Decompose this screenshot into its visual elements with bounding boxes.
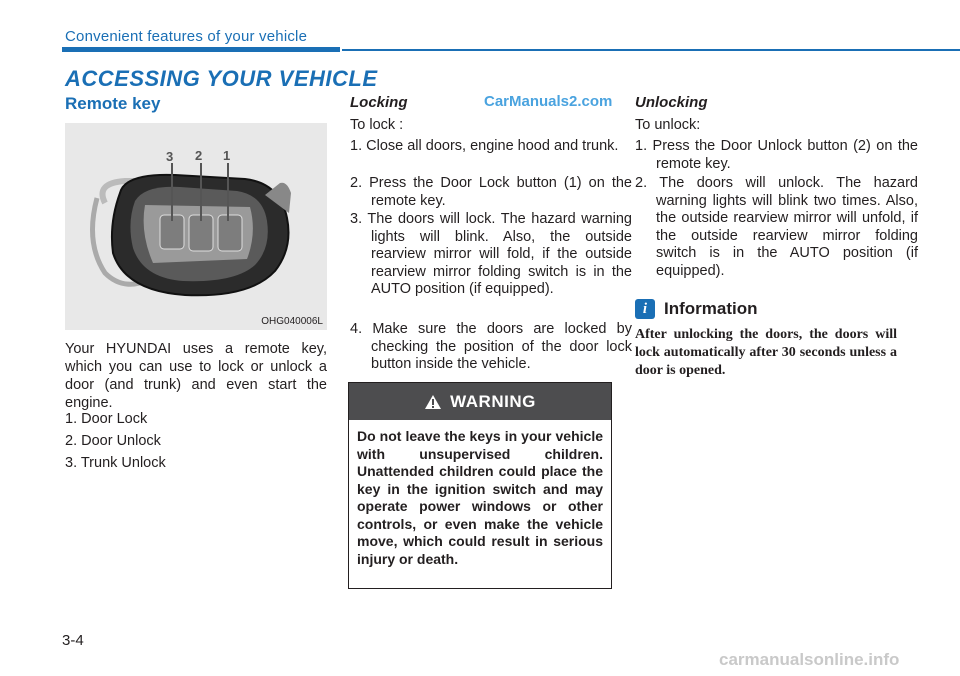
warning-icon <box>424 394 442 410</box>
locking-heading: Locking <box>350 94 408 111</box>
page-title: ACCESSING YOUR VEHICLE <box>65 66 378 91</box>
list-item-door-lock: 1. Door Lock <box>65 411 148 427</box>
remote-key-illustration <box>65 123 327 330</box>
header-rule-thick <box>62 47 340 52</box>
locking-step-1: 1. Close all doors, engine hood and trunk. <box>350 138 619 154</box>
footer-watermark[interactable]: carmanualsonline.info <box>719 650 900 669</box>
unlocking-step-2: 2. The doors will unlock. The hazard warning lights will blink two times. Also, the outside rearview mirror will unfold, if the outside rearview mirror folding switch is in the AUTO position (if equipped). <box>635 175 918 279</box>
unlocking-heading: Unlocking <box>635 94 708 111</box>
locking-intro: To lock : <box>350 117 404 133</box>
warning-label: WARNING <box>450 391 536 411</box>
callout-3: 3 <box>166 149 174 164</box>
list-item-door-unlock: 2. Door Unlock <box>65 433 161 449</box>
callout-2: 2 <box>195 148 203 163</box>
watermark-link[interactable]: CarManuals2.com <box>484 93 613 110</box>
warning-header <box>349 383 611 420</box>
page-number: 3-4 <box>62 632 84 649</box>
list-item-trunk-unlock: 3. Trunk Unlock <box>65 455 166 471</box>
locking-step-3: 3. The doors will lock. The hazard warning lights will blink. Also, the outside rearview mirror will fold, if the outside rearview mirror folding switch is in the AUTO position (if equipped). <box>350 211 632 297</box>
callout-1: 1 <box>223 148 231 163</box>
remote-key-paragraph: Your HYUNDAI uses a remote key, which you can use to lock or unlock a door (and trunk) and even start the engine. <box>65 341 327 411</box>
unlocking-step-1: 1. Press the Door Unlock button (2) on the remote key. <box>635 138 918 172</box>
locking-step-2: 2. Press the Door Lock button (1) on the remote key. <box>350 175 632 209</box>
information-label: Information <box>664 299 758 318</box>
warning-box <box>348 382 612 589</box>
info-icon: i <box>635 299 655 319</box>
remote-key-image <box>65 123 327 330</box>
image-caption: OHG040006L <box>261 316 323 327</box>
header-rule-thin <box>342 49 960 51</box>
unlocking-intro: To unlock: <box>635 117 701 133</box>
warning-text: Do not leave the keys in your vehicle with unsupervised children. Unattended children could place the key in the ignition switch and may operate power windows or other controls, or even make the vehicle move, which could result in serious injury or death. <box>357 428 603 567</box>
section-header: Convenient features of your vehicle <box>65 28 308 45</box>
information-text: After unlocking the doors, the doors will lock automatically after 30 seconds unless a door is opened. <box>635 327 897 378</box>
remote-key-heading: Remote key <box>65 94 161 113</box>
locking-step-4: 4. Make sure the doors are locked by checking the position of the door lock button inside the vehicle. <box>350 321 632 372</box>
information-heading <box>635 299 758 319</box>
